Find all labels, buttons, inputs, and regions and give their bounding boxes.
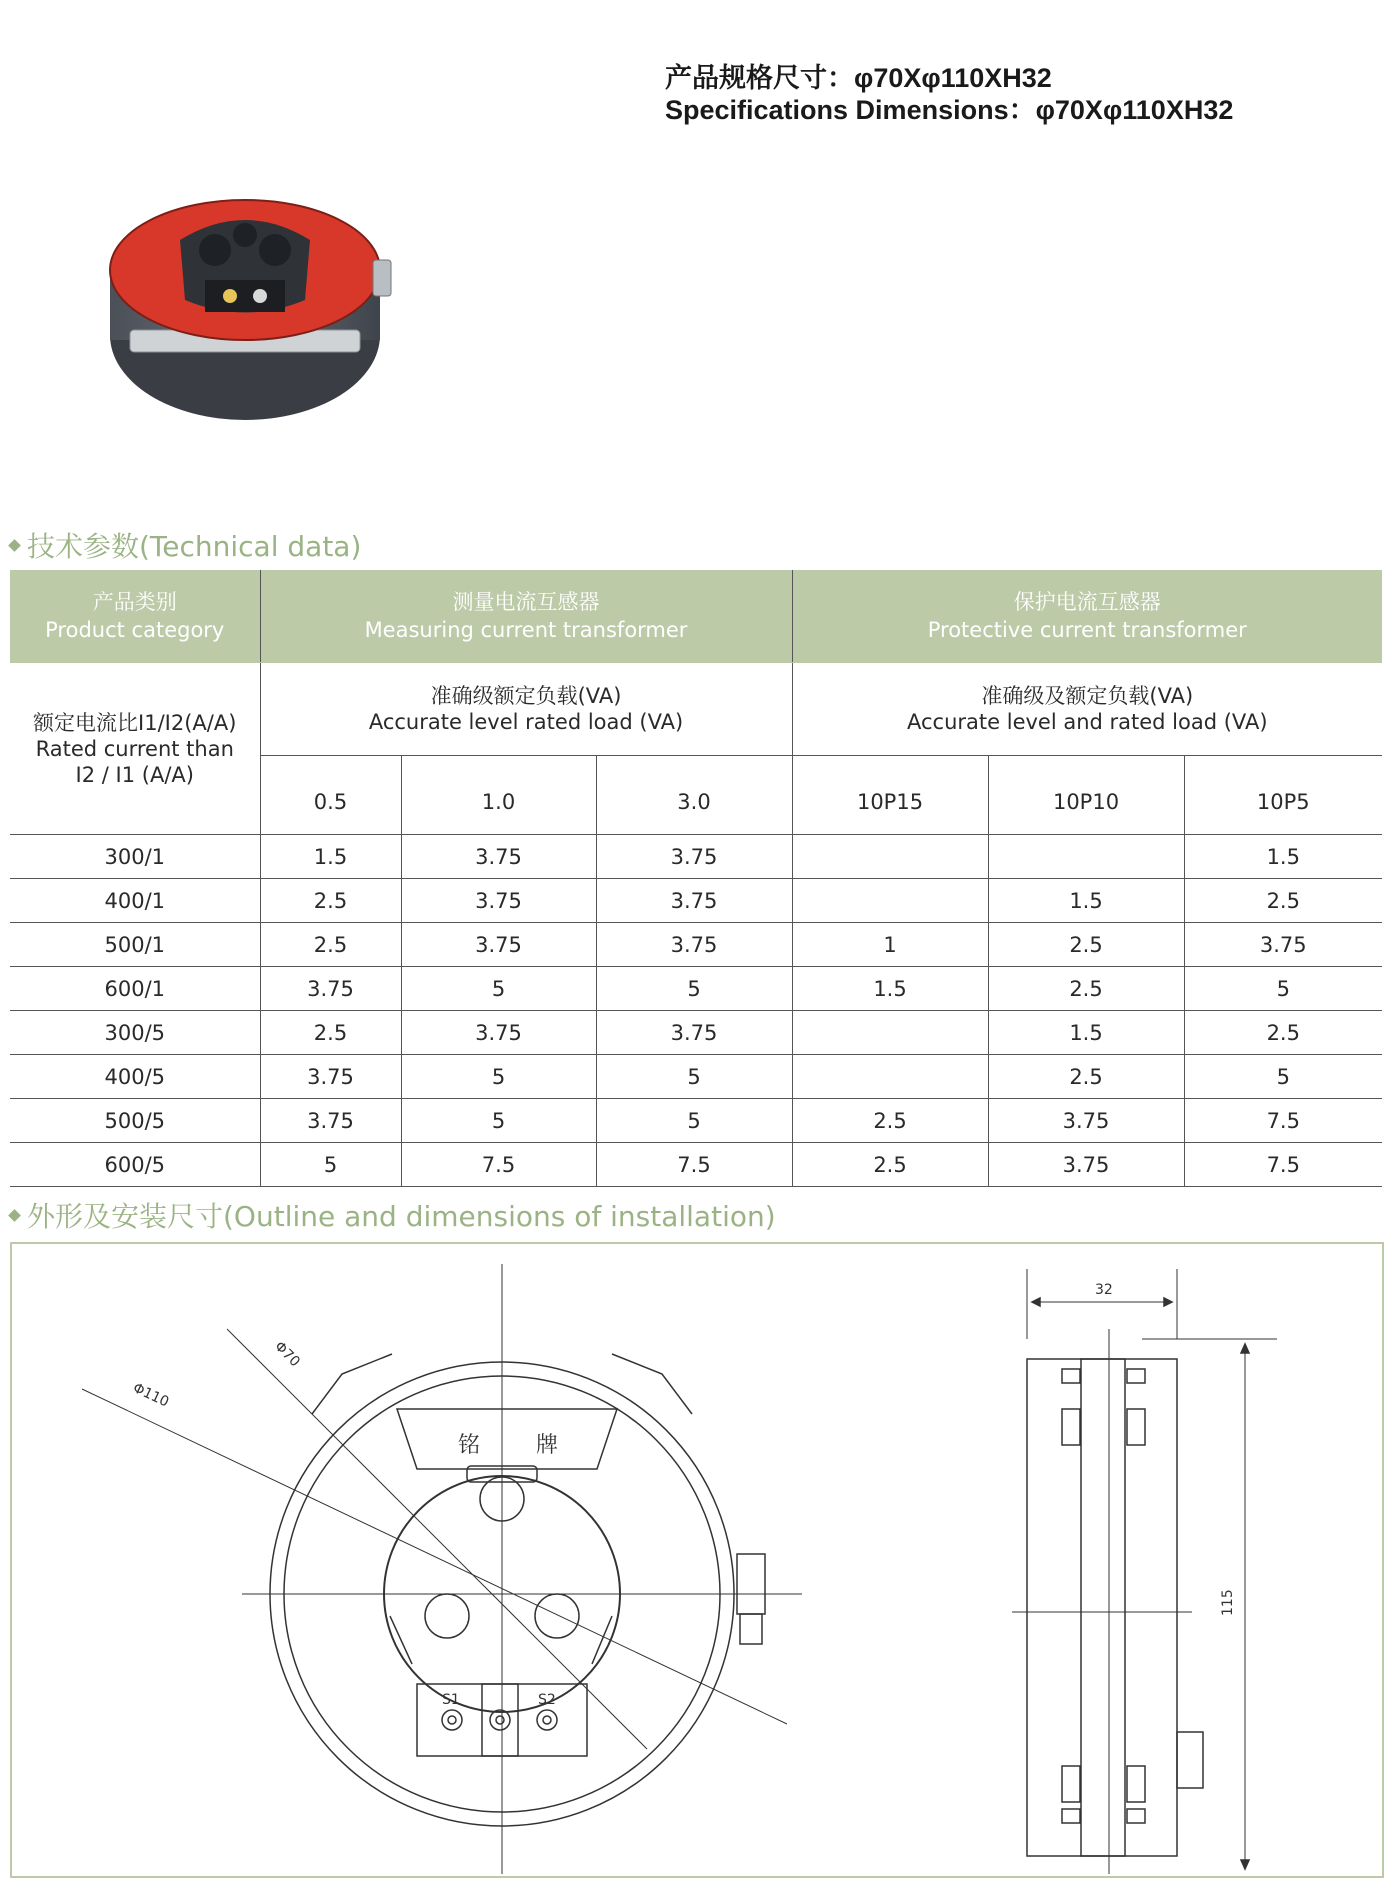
ratio-cell: 500/5 bbox=[10, 1099, 260, 1143]
table-row bbox=[10, 1055, 1382, 1099]
header-protective: 保护电流互感器 Protective current transformer bbox=[792, 570, 1382, 663]
value-cell: 3.75 bbox=[596, 1011, 792, 1055]
value-cell: 7.5 bbox=[596, 1143, 792, 1187]
value-cell: 3.75 bbox=[260, 1099, 401, 1143]
value-cell: 2.5 bbox=[1184, 879, 1382, 923]
front-view-drawing bbox=[82, 1264, 802, 1874]
value-cell: 3.75 bbox=[260, 967, 401, 1011]
dim-115-label: 115 bbox=[1220, 1589, 1236, 1616]
value-cell bbox=[792, 1011, 988, 1055]
subheader-rated-ratio: 额定电流比I1/I2(A/A) Rated current than I2 / I1 (A/A) bbox=[10, 663, 260, 835]
value-cell: 5 bbox=[1184, 967, 1382, 1011]
spec-cn: 产品规格尺寸：φ70Xφ110XH32 bbox=[665, 63, 1052, 93]
nameplate-char-2: 牌 bbox=[536, 1433, 559, 1458]
value-cell: 2.5 bbox=[260, 923, 401, 967]
value-cell: 1.5 bbox=[988, 879, 1184, 923]
value-cell: 2.5 bbox=[792, 1143, 988, 1187]
value-cell: 3.75 bbox=[401, 835, 596, 879]
value-cell: 5 bbox=[596, 1055, 792, 1099]
outline-drawing-frame bbox=[10, 1242, 1384, 1878]
subheader-protective-load: 准确级及额定负载(VA) Accurate level and rated load (VA) bbox=[792, 663, 1382, 756]
dim-32-label: 32 bbox=[1095, 1282, 1113, 1298]
value-cell: 5 bbox=[401, 967, 596, 1011]
value-cell: 5 bbox=[596, 1099, 792, 1143]
value-cell: 2.5 bbox=[988, 923, 1184, 967]
subheader-measuring-load: 准确级额定负载(VA) Accurate level rated load (VA) bbox=[260, 663, 792, 756]
ratio-cell: 300/1 bbox=[10, 835, 260, 879]
class-cell: 3.0 bbox=[596, 756, 792, 835]
value-cell: 3.75 bbox=[596, 835, 792, 879]
ratio-cell: 600/5 bbox=[10, 1143, 260, 1187]
header-measuring: 测量电流互感器 Measuring current transformer bbox=[260, 570, 792, 663]
value-cell: 2.5 bbox=[260, 879, 401, 923]
value-cell: 7.5 bbox=[1184, 1143, 1382, 1187]
table-row bbox=[10, 1099, 1382, 1143]
value-cell: 3.75 bbox=[596, 879, 792, 923]
value-cell: 7.5 bbox=[401, 1143, 596, 1187]
phi70-label: Φ70 bbox=[271, 1338, 303, 1371]
value-cell bbox=[792, 835, 988, 879]
value-cell: 5 bbox=[1184, 1055, 1382, 1099]
table-header-row bbox=[10, 570, 1382, 663]
table-row bbox=[10, 1143, 1382, 1187]
class-cell: 0.5 bbox=[260, 756, 401, 835]
value-cell: 5 bbox=[260, 1143, 401, 1187]
bullet-diamond-icon bbox=[8, 1209, 21, 1222]
value-cell: 2.5 bbox=[988, 1055, 1184, 1099]
class-cell: 10P15 bbox=[792, 756, 988, 835]
nameplate-char-1: 铭 bbox=[458, 1433, 481, 1458]
value-cell: 3.75 bbox=[401, 879, 596, 923]
table-subheader-row bbox=[10, 663, 1382, 756]
terminal-s2-label: S2 bbox=[538, 1692, 556, 1708]
outline-drawing bbox=[12, 1244, 1382, 1876]
side-view-drawing bbox=[1012, 1269, 1277, 1874]
value-cell: 3.75 bbox=[988, 1099, 1184, 1143]
value-cell: 3.75 bbox=[401, 1011, 596, 1055]
product-photo bbox=[90, 180, 410, 440]
outline-heading: 外形及安装尺寸(Outline and dimensions of installation) bbox=[10, 1195, 776, 1235]
value-cell: 7.5 bbox=[1184, 1099, 1382, 1143]
ratio-cell: 500/1 bbox=[10, 923, 260, 967]
table-row bbox=[10, 879, 1382, 923]
table-row bbox=[10, 1011, 1382, 1055]
ratio-cell: 300/5 bbox=[10, 1011, 260, 1055]
technical-data-table bbox=[10, 570, 1382, 1187]
value-cell: 1.5 bbox=[792, 967, 988, 1011]
value-cell: 3.75 bbox=[596, 923, 792, 967]
value-cell: 5 bbox=[596, 967, 792, 1011]
table-row bbox=[10, 967, 1382, 1011]
value-cell: 1 bbox=[792, 923, 988, 967]
value-cell bbox=[792, 879, 988, 923]
value-cell: 5 bbox=[401, 1099, 596, 1143]
class-cell: 1.0 bbox=[401, 756, 596, 835]
value-cell: 2.5 bbox=[988, 967, 1184, 1011]
value-cell: 3.75 bbox=[988, 1143, 1184, 1187]
value-cell bbox=[792, 1055, 988, 1099]
table-row bbox=[10, 835, 1382, 879]
value-cell: 1.5 bbox=[260, 835, 401, 879]
value-cell: 2.5 bbox=[1184, 1011, 1382, 1055]
ratio-cell: 400/5 bbox=[10, 1055, 260, 1099]
value-cell: 3.75 bbox=[1184, 923, 1382, 967]
header-product-category: 产品类别 Product category bbox=[10, 570, 260, 663]
value-cell: 1.5 bbox=[1184, 835, 1382, 879]
ratio-cell: 600/1 bbox=[10, 967, 260, 1011]
value-cell: 5 bbox=[401, 1055, 596, 1099]
value-cell bbox=[988, 835, 1184, 879]
value-cell: 3.75 bbox=[401, 923, 596, 967]
value-cell: 2.5 bbox=[260, 1011, 401, 1055]
phi110-label: Φ110 bbox=[130, 1380, 172, 1411]
value-cell: 3.75 bbox=[260, 1055, 401, 1099]
value-cell: 1.5 bbox=[988, 1011, 1184, 1055]
value-cell: 2.5 bbox=[792, 1099, 988, 1143]
spec-heading bbox=[665, 62, 1233, 126]
spec-en: Specifications Dimensions：φ70Xφ110XH32 bbox=[665, 95, 1234, 125]
class-cell: 10P5 bbox=[1184, 756, 1382, 835]
class-cell: 10P10 bbox=[988, 756, 1184, 835]
technical-data-heading: 技术参数(Technical data) bbox=[10, 525, 361, 565]
table-body bbox=[10, 835, 1382, 1187]
bullet-diamond-icon bbox=[8, 539, 21, 552]
ratio-cell: 400/1 bbox=[10, 879, 260, 923]
terminal-s1-label: S1 bbox=[442, 1692, 460, 1708]
table-row bbox=[10, 923, 1382, 967]
